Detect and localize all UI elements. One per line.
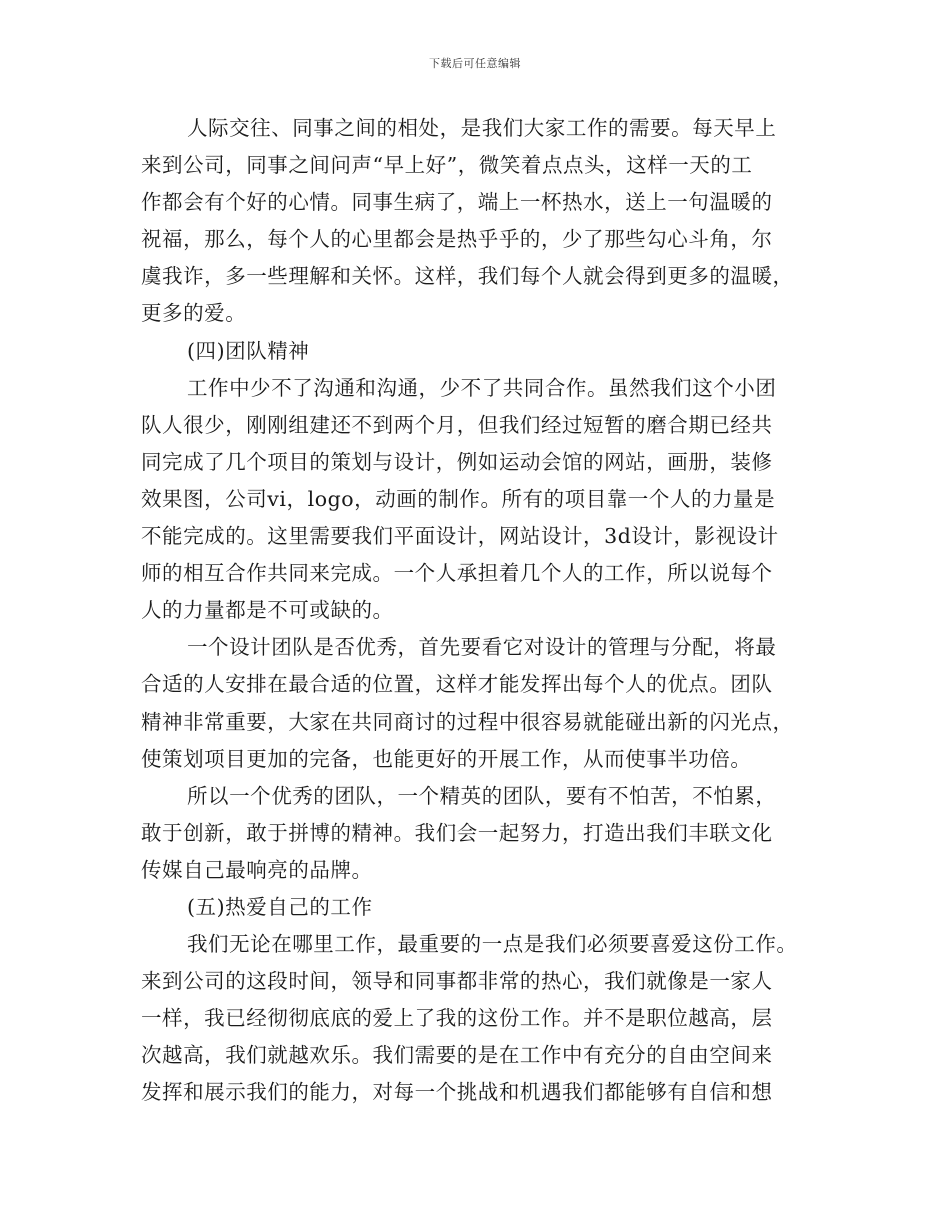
text-line: 更多的爱。 [141,301,247,326]
text-line: 精神非常重要，大家在共同商讨的过程中很容易就能碰出新的闪光点， [141,709,794,734]
document-body [141,110,811,1112]
text-line: 来到公司的这段时间，领导和同事都非常的热心，我们就像是一家人 [141,969,773,994]
text-line: 发挥和展示我们的能力，对每一个挑战和机遇我们都能够有自信和想 [141,1080,773,1105]
text-line: 效果图，公司vi，logo，动画的制作。所有的项目靠一个人的力量是 [141,486,776,511]
text-line: 队人很少，刚刚组建还不到两个月，但我们经过短暂的磨合期已经共 [141,412,773,437]
text-line: 次越高，我们就越欢乐。我们需要的是在工作中有充分的自由空间来 [141,1043,773,1068]
text-line: 不能完成的。这里需要我们平面设计，网站设计，3d设计，影视设计 [141,524,779,549]
text-line: 传媒自己最响亮的品牌。 [141,857,373,882]
paragraph-first-line: 所以一个优秀的团队，一个精英的团队，要有不怕苦，不怕累， [187,783,777,808]
text-line: 作都会有个好的心情。同事生病了，端上一杯热水，送上一句温暖的 [141,190,773,215]
text-line: 一样，我已经彻彻底底的爱上了我的这份工作。并不是职位越高，层 [141,1006,773,1031]
paragraph-first-line: 工作中少不了沟通和沟通，少不了共同合作。虽然我们这个小团 [187,375,777,400]
paragraph-first-line: (四)团队精神 [187,338,310,363]
text-line: 祝福，那么，每个人的心里都会是热乎乎的，少了那些勾心斗角，尔 [141,227,773,252]
text-line: 人的力量都是不可或缺的。 [141,598,394,623]
text-line: 来到公司，同事之间问声“早上好”，微笑着点点头，这样一天的工 [141,153,753,178]
text-line: 敢于创新，敢于拼博的精神。我们会一起努力，打造出我们丰联文化 [141,820,773,845]
text-line: 合适的人安排在最合适的位置，这样才能发挥出每个人的优点。团队 [141,672,773,697]
page-header: 下载后可任意编辑 [429,57,521,70]
text-line: 虞我诈，多一些理解和关怀。这样，我们每个人就会得到更多的温暖， [141,264,794,289]
text-line: 使策划项目更加的完备，也能更好的开展工作，从而使事半功倍。 [141,746,752,771]
paragraph-first-line: 我们无论在哪里工作，最重要的一点是我们必须要喜爱这份工作。 [187,932,798,957]
paragraph-first-line: 人际交往、同事之间的相处，是我们大家工作的需要。每天早上 [187,116,777,140]
paragraph-first-line: 一个设计团队是否优秀，首先要看它对设计的管理与分配，将最 [187,635,777,660]
text-line: 师的相互合作共同来完成。一个人承担着几个人的工作，所以说每个 [141,561,773,586]
paragraph-first-line: (五)热爱自己的工作 [187,894,373,919]
text-line: 同完成了几个项目的策划与设计，例如运动会馆的网站，画册，装修 [141,449,773,474]
